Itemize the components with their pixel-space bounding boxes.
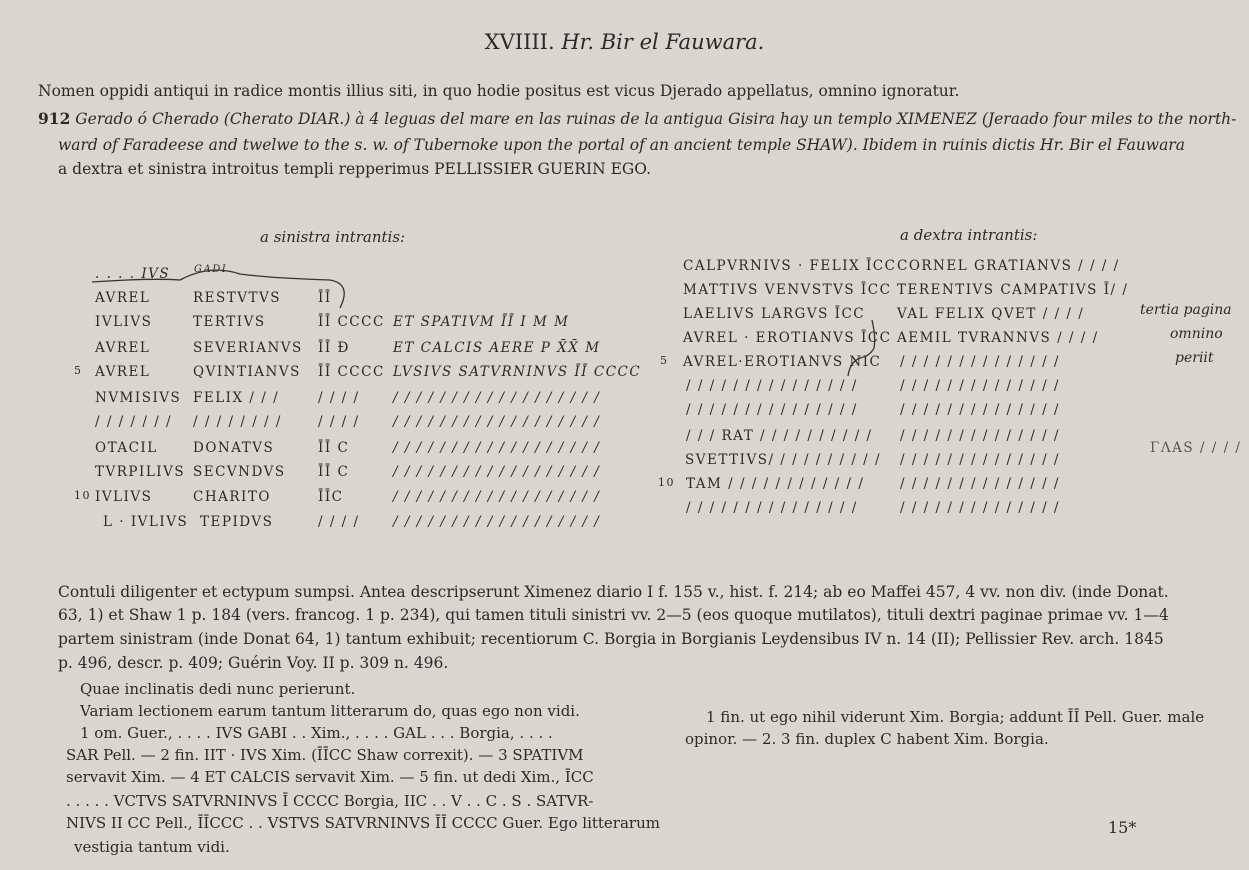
- col-3: ĪĪ Ð: [318, 340, 350, 356]
- col-2: / / / / / / / / / / / / / /: [900, 402, 1060, 418]
- intro-line-3: ward of Faradeese and twelwe to the s. w. of Tubernoke upon the portal of an ancient temple SHAW). Ibidem in ruinis dictis Hr. Bir el Fauwara: [58, 136, 1185, 154]
- col-2: / / / / / / / / / / / / / /: [900, 378, 1060, 394]
- note-left-3: 1 om. Guer., . . . . IVS GABI . . Xim., . . . . GAL . . . Borgia, . . . .: [80, 724, 553, 742]
- note-left-7: NIVS II CC Pell., ĪĪCCC . . VSTVS SATVRNINVS ĪĪ CCCC Guer. Ego litterarum: [66, 814, 660, 832]
- side-note-3: periit: [1175, 350, 1214, 366]
- intro-line-4: a dextra et sinistra introitus templi repperimus PELLISSIER GUERIN EGO.: [58, 160, 652, 178]
- col-1: / / / RAT / / / / / / / / / /: [686, 428, 873, 444]
- side-note-2: omnino: [1170, 326, 1223, 342]
- col-2: FELIX / / /: [193, 390, 280, 406]
- col-2: SEVERIANVS: [193, 340, 303, 356]
- col-4: / / / / / / / / / / / / / / / / / /: [393, 390, 601, 406]
- intro-line-2: [38, 108, 1236, 130]
- col-3: ĪĪ C: [318, 440, 350, 456]
- col-1: / / / / / / /: [95, 414, 173, 430]
- col-1: OTACIL: [95, 440, 158, 456]
- intro-line-1: Nomen oppidi antiqui in radice montis illius siti, in quo hodie positus est vicus Djerado appellatus, omnino ignoratur.: [38, 82, 960, 100]
- line-number: 10: [74, 489, 91, 502]
- col-1: AVREL·EROTIANVS NIC: [683, 354, 882, 370]
- col-4: / / / / / / / / / / / / / / / / / /: [393, 514, 601, 530]
- col-2: VAL FELIX QVET / / / /: [897, 306, 1085, 322]
- col-4: / / / / / / / / / / / / / / / / / /: [393, 440, 601, 456]
- col-1: / / / / / / / / / / / / / / /: [686, 378, 858, 394]
- col-4: LVSIVS SATVRNINVS ĪĪ CCCC: [393, 364, 642, 380]
- left-inscription-curve: [90, 258, 360, 318]
- col-2: QVINTIANVS: [193, 364, 301, 380]
- col-1: / / / / / / / / / / / / / / /: [686, 402, 858, 418]
- commentary-line-2: 63, 1) et Shaw 1 p. 184 (vers. francog. 1 p. 234), qui tamen tituli sinistri vv. 2—5 (eos quoque mutilatos), tituli dextri paginae primae vv. 1—4: [58, 606, 1169, 624]
- col-2: / / / / / / / / / / / / / /: [900, 428, 1060, 444]
- col-3: / / / /: [318, 514, 360, 530]
- col-4: / / / / / / / / / / / / / / / / / /: [393, 464, 601, 480]
- commentary-line-3: partem sinistram (inde Donat 64, 1) tantum exhibuit; recentiorum C. Borgia in Borgianis Leydensibus IV n. 14 (II); Pellissier Rev. arch. 1845: [58, 630, 1164, 648]
- col-2: / / / / / / / / / / / / / /: [900, 354, 1060, 370]
- col-2: / / / / / / / / / / / / / /: [900, 452, 1060, 468]
- col-1: IVLIVS: [95, 314, 153, 330]
- col-2: TERENTIVS CAMPATIVS Ī/ /: [897, 282, 1129, 298]
- commentary-line-4: p. 496, descr. p. 409; Guérin Voy. II p. 309 n. 496.: [58, 654, 449, 672]
- col-1: AVREL: [95, 290, 151, 306]
- inscription-number: 912: [38, 109, 71, 128]
- col-2: CORNEL GRATIANVS / / / /: [897, 258, 1120, 274]
- caption-right: a dextra intrantis:: [900, 226, 1038, 244]
- col-4: ET CALCIS AERE P X̄X̄ M: [393, 340, 601, 356]
- col-1: / / / / / / / / / / / / / / /: [686, 500, 858, 516]
- col-4: / / / / / / / / / / / / / / / / / /: [393, 489, 601, 505]
- col-1: IVLIVS: [95, 489, 153, 505]
- note-left-4: SAR Pell. — 2 fin. IIT · IVS Xim. (ĪĪCC Shaw correxit). — 3 SPATIVM: [66, 746, 584, 764]
- col-1: L · IVLIVS: [103, 514, 189, 530]
- col-3: / / / /: [318, 390, 360, 406]
- col-1: AVREL: [95, 364, 151, 380]
- col-4: / / / / / / / / / / / / / / / / / /: [393, 414, 601, 430]
- title-number: XVIIII.: [484, 30, 555, 54]
- intro-line-2-text: Gerado ó Cherado (Cherato DIAR.) à 4 leguas del mare en las ruinas de la antigua Gisira hay un templo XIMENEZ (Jeraado four miles to the north-: [75, 110, 1237, 128]
- note-left-2: Variam lectionem earum tantum litterarum do, quas ego non vidi.: [80, 702, 580, 720]
- side-note-1: tertia pagina: [1140, 302, 1232, 318]
- col-3: ĪĪC: [318, 489, 344, 505]
- col-2: SECVNDVS: [193, 464, 286, 480]
- line-number: 5: [74, 364, 83, 377]
- col-2: TERTIVS: [193, 314, 266, 330]
- note-left-5: servavit Xim. — 4 ET CALCIS servavit Xim. — 5 fin. ut dedi Xim., ĪCC: [66, 768, 594, 786]
- col-3: ĪĪ: [318, 290, 332, 306]
- note-left-8: vestigia tantum vidi.: [74, 838, 230, 856]
- commentary-line-1: Contuli diligenter et ectypum sumpsi. Antea descripserunt Ximenez diario I f. 155 v., hist. f. 214; ab eo Maffei 457, 4 vv. non div. (inde Donat.: [58, 583, 1169, 601]
- line-number: 10: [658, 476, 675, 489]
- col-3: ĪĪ C: [318, 464, 350, 480]
- col-2: RESTVTVS: [193, 290, 282, 306]
- col-1: TVRPILIVS: [95, 464, 186, 480]
- side-note-4: ΓΛAS / / / /: [1150, 440, 1242, 456]
- note-right-1: 1 fin. ut ego nihil viderunt Xim. Borgia; addunt ĪĪ Pell. Guer. male: [706, 708, 1205, 726]
- col-1: AVREL: [95, 340, 151, 356]
- col-3: / / / /: [318, 414, 360, 430]
- col-1: AVREL · EROTIANVS ĪCC: [683, 330, 892, 346]
- note-right-2: opinor. — 2. 3 fin. duplex C habent Xim. Borgia.: [685, 730, 1049, 748]
- col-2: AEMIL TVRANNVS / / / /: [897, 330, 1099, 346]
- caption-left: a sinistra intrantis:: [260, 228, 406, 246]
- col-1: CALPVRNIVS · FELIX ĪCC: [683, 258, 897, 274]
- col-2: / / / / / / / / / / / / / /: [900, 500, 1060, 516]
- note-left-1: Quae inclinatis dedi nunc perierunt.: [80, 680, 356, 698]
- title-name: Hr. Bir el Fauwara.: [561, 30, 765, 54]
- col-1: TAM / / / / / / / / / / / /: [686, 476, 865, 492]
- col-1: LAELIVS LARGVS ĪCC: [683, 306, 866, 322]
- col-2: / / / / / / / / / / / / / /: [900, 476, 1060, 492]
- col-3: ĪĪ CCCC: [318, 314, 385, 330]
- col-2: TEPIDVS: [200, 514, 274, 530]
- col-3: ĪĪ CCCC: [318, 364, 385, 380]
- col-4: ET SPATIVM ĪĪ I M M: [393, 314, 570, 330]
- page-number: 15*: [1108, 818, 1137, 837]
- col-2: CHARITO: [193, 489, 271, 505]
- note-left-6: . . . . . VCTVS SATVRNINVS Ī CCCC Borgia, IIC . . V . . C . S . SATVR-: [66, 792, 594, 810]
- col-1: MATTIVS VENVSTVS ĪCC: [683, 282, 892, 298]
- col-1: SVETTIVS/ / / / / / / / / /: [685, 452, 882, 468]
- left-row-0-a: . . . . IVS: [95, 266, 171, 282]
- page-title: [0, 30, 1249, 54]
- col-1: NVMISIVS: [95, 390, 182, 406]
- col-2: / / / / / / / /: [193, 414, 282, 430]
- left-row-0-b: GADI: [194, 264, 228, 275]
- line-number: 5: [660, 354, 669, 367]
- col-2: DONATVS: [193, 440, 275, 456]
